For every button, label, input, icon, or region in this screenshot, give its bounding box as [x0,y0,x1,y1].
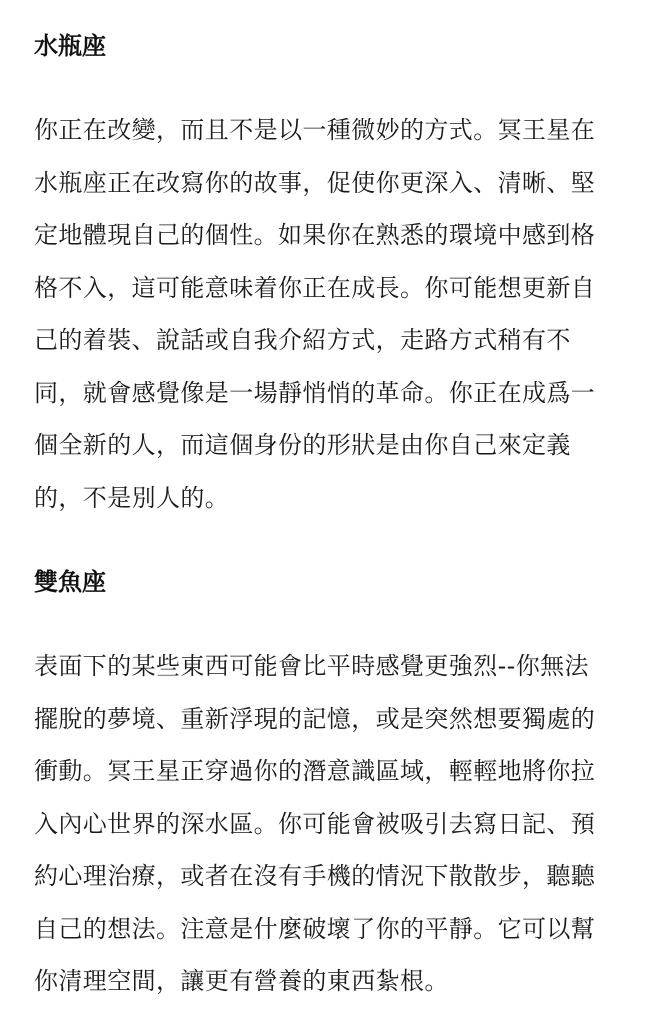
paragraph-line: 入內心世界的深水區。你可能會被吸引去寫日記、預 [34,809,596,838]
paragraph-line: 格不入，這可能意味着你正在成長。你可能想更新自 [34,273,596,302]
paragraph-line: 你正在改變，而且不是以一種微妙的方式。冥王星在 [34,116,596,144]
paragraph-line: 的，不是別人的。 [34,483,230,512]
paragraph-line: 自己的想法。注意是什麼破壞了你的平靜。它可以幫 [34,914,596,943]
paragraph-line: 約心理治療，或者在沒有手機的情況下散散步，聽聽 [34,862,596,890]
section-heading-aquarius: 水瓶座 [34,32,106,60]
paragraph-line: 衝動。冥王星正穿過你的潛意識區域，輕輕地將你拉 [34,757,596,785]
paragraph-line: 同，就會感覺像是一場靜悄悄的革命。你正在成爲一 [34,378,596,407]
section-heading-pisces: 雙魚座 [34,568,106,596]
section-paragraph-pisces [34,640,624,1008]
paragraph-line: 水瓶座正在改寫你的故事，促使你更深入、清晰、堅 [34,168,596,197]
paragraph-line: 擺脫的夢境、重新浮現的記憶，或是突然想要獨處的 [34,704,596,733]
section-paragraph-aquarius [34,104,624,524]
paragraph-line: 己的着裝、說話或自我介紹方式，走路方式稍有不 [34,326,571,354]
paragraph-line: 定地體現自己的個性。如果你在熟悉的環境中感到格 [34,221,596,249]
paragraph-line: 個全新的人，而這個身份的形狀是由你自己來定義 [34,431,571,459]
paragraph-line: 你清理空間，讓更有營養的東西紮根。 [34,967,449,995]
paragraph-line: 表面下的某些東西可能會比平時感覺更強烈--你無法 [34,652,589,680]
